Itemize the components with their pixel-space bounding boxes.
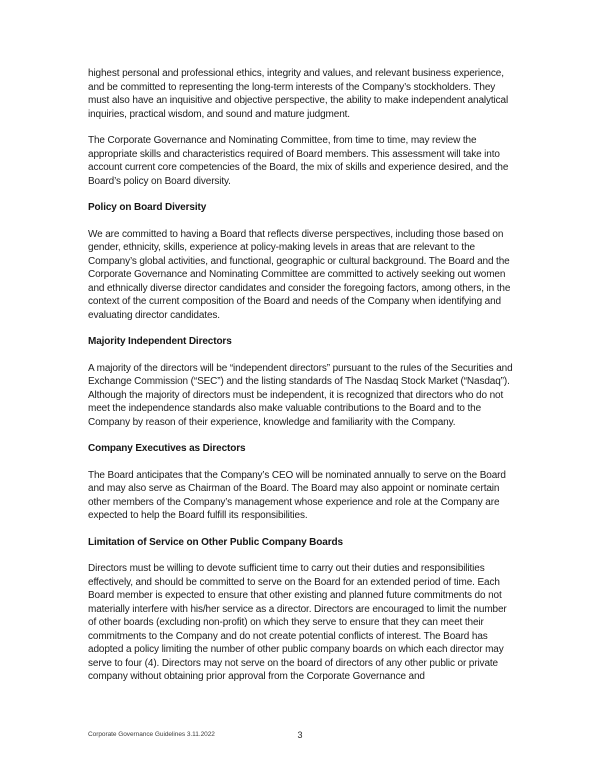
paragraph-independent-directors: A majority of the directors will be “independent directors” pursuant to the rules of the Securities and Exchange Commission (“SEC”) and the listing standards of The Nasdaq Stock Market (“Nasdaq”). Although the majority of directors must be independent, it is recognized that directors who do not meet the independence standards also make valuable contributions to the Board and to the Company by reason of their experience, knowledge and familiarity with the Company. xyxy=(88,362,513,428)
page-footer xyxy=(0,728,600,748)
document-body xyxy=(88,67,514,697)
paragraph-company-executives: The Board anticipates that the Company’s CEO will be nominated annually to serve on the Board and may also serve as Chairman of the Board. The Board may also appoint or nominate certain other members of the Company’s management whose experience and role at the Company are expected to help the Board fulfill its responsibilities. xyxy=(88,469,506,521)
section-heading-limitation-of-service: Limitation of Service on Other Public Company Boards xyxy=(88,536,343,548)
paragraph-limitation-of-service: Directors must be willing to devote sufficient time to carry out their duties and responsibilities effectively, and should be committed to serve on the Board for an extended period of time. Each Board member is expected to ensure that other existing and planned future commitments do not materially interfere with his/her service as a director. Directors are encouraged to limit the number of other boards (excluding non-profit) on which they serve to ensure that they can meet their commitments to the Company and do not create potential conflicts of interest. The Board has adopted a policy limiting the number of other public company boards on which each director may serve to four (4). Directors may not serve on the board of directors of any other public or private company without obtaining prior approval from the Corporate Governance and xyxy=(88,563,507,682)
paragraph-committee-review: The Corporate Governance and Nominating Committee, from time to time, may review the appropriate skills and characteristics required of Board members. This assessment will take into account current core competencies of the Board, the mix of skills and experience desired, and the Board’s policy on Board diversity. xyxy=(88,135,509,187)
paragraph-board-diversity: We are committed to having a Board that reflects diverse perspectives, including those based on gender, ethnicity, skills, experience at policy-making levels in areas that are relevant to the Company’s global activities, and functional, geographic or cultural background. The Board and the Corporate Governance and Nominating Committee are committed to actively seeking out women and ethnically diverse director candidates and consider the foregoing factors, among others, in the context of the current composition of the Board and needs of the Company when identifying and evaluating director candidates. xyxy=(88,228,511,321)
paragraph-qualifications-continued: highest personal and professional ethics, integrity and values, and relevant business experience, and be committed to representing the long-term interests of the Company’s stockholders. They must also have an inquisitive and objective perspective, the ability to make independent analytical inquiries, practical wisdom, and sound and mature judgment. xyxy=(88,68,509,120)
footer-page-number: 3 xyxy=(297,730,303,740)
section-heading-company-executives-as-directors: Company Executives as Directors xyxy=(88,443,246,454)
section-heading-policy-on-board-diversity: Policy on Board Diversity xyxy=(88,202,207,213)
footer-document-label: Corporate Governance Guidelines 3.11.2022 xyxy=(88,731,215,738)
section-heading-majority-independent-directors: Majority Independent Directors xyxy=(88,336,232,347)
